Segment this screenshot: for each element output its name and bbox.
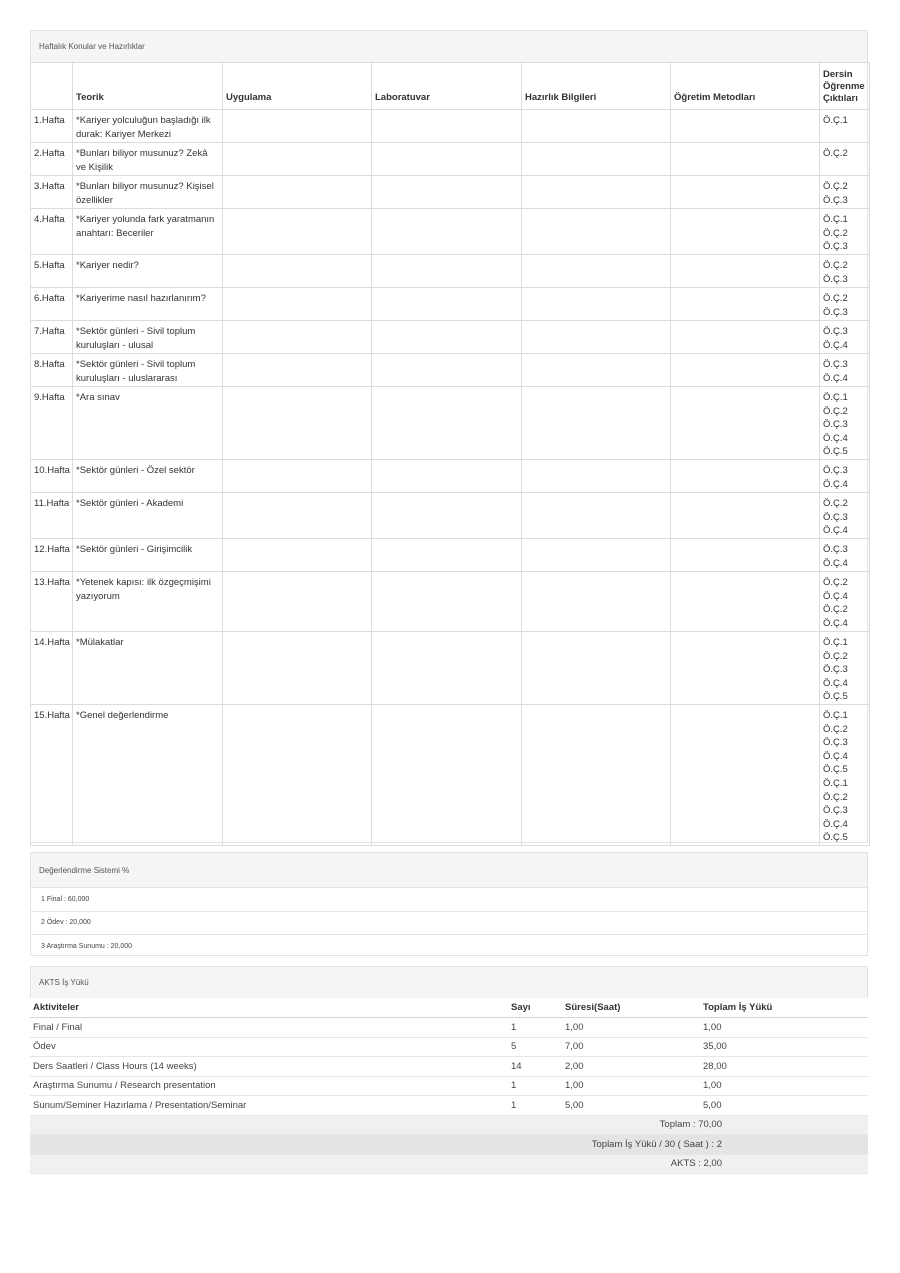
total-workload: Toplam : 70,00 bbox=[30, 1116, 868, 1136]
table-row bbox=[31, 354, 870, 387]
outcome-item: Ö.Ç.1 bbox=[823, 392, 848, 403]
theory-cell: *Sektör günleri - Akademi bbox=[73, 493, 223, 539]
lab-cell bbox=[372, 632, 522, 705]
week-cell: 13.Hafta bbox=[31, 572, 73, 632]
lab-cell bbox=[372, 288, 522, 321]
lab-cell bbox=[372, 209, 522, 255]
lab-cell bbox=[372, 354, 522, 387]
table-row bbox=[31, 255, 870, 288]
outcome-item: Ö.Ç.3 bbox=[823, 273, 848, 285]
method-cell bbox=[671, 176, 820, 209]
weekly-topics-title: Haftalık Konular ve Hazırlıklar bbox=[31, 31, 867, 62]
duration-cell: 2,00 bbox=[565, 1060, 584, 1072]
outcome-item: Ö.Ç.4 bbox=[823, 478, 848, 490]
count-cell: 1 bbox=[511, 1021, 517, 1033]
prep-cell bbox=[522, 288, 671, 321]
method-cell bbox=[671, 288, 820, 321]
outcome-item: Ö.Ç.2 bbox=[823, 405, 848, 417]
outcome-item: Ö.Ç.2 bbox=[823, 723, 848, 735]
table-row bbox=[31, 143, 870, 176]
outcome-item: Ö.Ç.4 bbox=[823, 432, 848, 444]
practice-cell bbox=[223, 539, 372, 572]
practice-cell bbox=[223, 176, 372, 209]
method-cell bbox=[671, 321, 820, 354]
outcome-item: Ö.Ç.3 bbox=[823, 737, 848, 749]
header-count: Sayı bbox=[511, 1002, 531, 1013]
header-prep: Hazırlık Bilgileri bbox=[522, 63, 671, 110]
practice-cell bbox=[223, 632, 372, 705]
practice-cell bbox=[223, 387, 372, 460]
total-cell: 5,00 bbox=[703, 1099, 722, 1111]
outcome-item: Ö.Ç.2 bbox=[823, 260, 848, 271]
outcome-item: Ö.Ç.4 bbox=[823, 750, 848, 762]
practice-cell bbox=[223, 255, 372, 288]
week-cell: 5.Hafta bbox=[31, 255, 73, 288]
prep-cell bbox=[522, 387, 671, 460]
practice-cell bbox=[223, 354, 372, 387]
activity-cell: Ödev bbox=[33, 1041, 56, 1053]
week-cell: 7.Hafta bbox=[31, 321, 73, 354]
outcomes-cell bbox=[820, 176, 870, 209]
method-cell bbox=[671, 209, 820, 255]
practice-cell bbox=[223, 288, 372, 321]
prep-cell bbox=[522, 705, 671, 846]
method-cell bbox=[671, 110, 820, 143]
total-cell: 28,00 bbox=[703, 1060, 727, 1072]
practice-cell bbox=[223, 705, 372, 846]
assessment-title: Değerlendirme Sistemi % bbox=[31, 853, 867, 887]
total-cell: 1,00 bbox=[703, 1021, 722, 1033]
method-cell bbox=[671, 632, 820, 705]
week-cell: 2.Hafta bbox=[31, 143, 73, 176]
outcome-item: Ö.Ç.2 bbox=[823, 498, 848, 509]
count-cell: 5 bbox=[511, 1041, 517, 1053]
prep-cell bbox=[522, 255, 671, 288]
table-row bbox=[31, 110, 870, 143]
method-cell bbox=[671, 572, 820, 632]
method-cell bbox=[671, 539, 820, 572]
table-row bbox=[31, 539, 870, 572]
outcomes-cell bbox=[820, 209, 870, 255]
outcome-item: Ö.Ç.1 bbox=[823, 637, 848, 648]
theory-cell: *Kariyerime nasıl hazırlanırım? bbox=[73, 288, 223, 321]
week-cell: 12.Hafta bbox=[31, 539, 73, 572]
outcome-item: Ö.Ç.3 bbox=[823, 419, 848, 431]
method-cell bbox=[671, 387, 820, 460]
week-cell: 15.Hafta bbox=[31, 705, 73, 846]
outcomes-cell bbox=[820, 288, 870, 321]
outcomes-cell bbox=[820, 460, 870, 493]
count-cell: 1 bbox=[511, 1099, 517, 1111]
method-cell bbox=[671, 705, 820, 846]
header-duration: Süresi(Saat) bbox=[565, 1002, 621, 1013]
outcome-item: Ö.Ç.3 bbox=[823, 326, 848, 337]
duration-cell: 1,00 bbox=[565, 1080, 584, 1092]
outcome-item: Ö.Ç.2 bbox=[823, 791, 848, 803]
lab-cell bbox=[372, 255, 522, 288]
outcome-item: Ö.Ç.3 bbox=[823, 544, 848, 555]
header-theory: Teorik bbox=[73, 63, 223, 110]
prep-cell bbox=[522, 539, 671, 572]
assessment-item: 2 Ödev : 20,000 bbox=[31, 911, 867, 935]
week-cell: 9.Hafta bbox=[31, 387, 73, 460]
theory-cell: *Kariyer yolunda fark yaratmanın anahtarı: Beceriler bbox=[73, 209, 223, 255]
duration-cell: 7,00 bbox=[565, 1041, 584, 1053]
header-practice: Uygulama bbox=[223, 63, 372, 110]
akts-panel bbox=[30, 966, 868, 1170]
outcome-item: Ö.Ç.3 bbox=[823, 241, 848, 253]
outcome-item: Ö.Ç.2 bbox=[823, 650, 848, 662]
practice-cell bbox=[223, 209, 372, 255]
outcomes-cell bbox=[820, 632, 870, 705]
header-activity: Aktiviteler bbox=[33, 1002, 79, 1013]
header-method: Öğretim Metodları bbox=[671, 63, 820, 110]
method-cell bbox=[671, 460, 820, 493]
assessment-item: 3 Araştırma Sunumu : 20,000 bbox=[31, 934, 867, 958]
lab-cell bbox=[372, 143, 522, 176]
table-row bbox=[30, 1018, 868, 1038]
outcome-item: Ö.Ç.3 bbox=[823, 465, 848, 476]
outcome-item: Ö.Ç.4 bbox=[823, 617, 848, 629]
outcomes-cell bbox=[820, 354, 870, 387]
theory-cell: *Bunları biliyor musunuz? Zekâ ve Kişilik bbox=[73, 143, 223, 176]
outcome-item: Ö.Ç.1 bbox=[823, 777, 848, 789]
table-row bbox=[31, 632, 870, 705]
outcome-item: Ö.Ç.3 bbox=[823, 805, 848, 817]
theory-cell: *Ara sınav bbox=[73, 387, 223, 460]
week-cell: 4.Hafta bbox=[31, 209, 73, 255]
weekly-topics-panel bbox=[30, 30, 868, 843]
outcome-item: Ö.Ç.5 bbox=[823, 764, 848, 776]
outcomes-cell bbox=[820, 705, 870, 846]
workload-per-30: Toplam İş Yükü / 30 ( Saat ) : 2 bbox=[30, 1135, 868, 1155]
outcome-item: Ö.Ç.2 bbox=[823, 604, 848, 616]
lab-cell bbox=[372, 493, 522, 539]
theory-cell: *Kariyer nedir? bbox=[73, 255, 223, 288]
outcomes-cell bbox=[820, 493, 870, 539]
theory-cell: *Sektör günleri - Sivil toplum kuruluşları - ulusal bbox=[73, 321, 223, 354]
lab-cell bbox=[372, 387, 522, 460]
activity-cell: Final / Final bbox=[33, 1021, 83, 1033]
practice-cell bbox=[223, 493, 372, 539]
table-row bbox=[31, 176, 870, 209]
prep-cell bbox=[522, 493, 671, 539]
outcomes-cell bbox=[820, 255, 870, 288]
total-cell: 35,00 bbox=[703, 1041, 727, 1053]
lab-cell bbox=[372, 110, 522, 143]
theory-cell: *Sektör günleri - Özel sektör bbox=[73, 460, 223, 493]
week-cell: 6.Hafta bbox=[31, 288, 73, 321]
outcome-item: Ö.Ç.3 bbox=[823, 511, 848, 523]
week-cell: 8.Hafta bbox=[31, 354, 73, 387]
outcome-item: Ö.Ç.2 bbox=[823, 148, 848, 159]
table-row bbox=[31, 321, 870, 354]
weekly-header-row bbox=[31, 63, 870, 110]
header-total: Toplam İş Yükü bbox=[703, 1002, 773, 1013]
theory-cell: *Genel değerlendirme bbox=[73, 705, 223, 846]
outcome-item: Ö.Ç.2 bbox=[823, 227, 848, 239]
lab-cell bbox=[372, 539, 522, 572]
outcome-item: Ö.Ç.3 bbox=[823, 194, 848, 206]
prep-cell bbox=[522, 632, 671, 705]
akts-header-row bbox=[30, 998, 868, 1018]
duration-cell: 5,00 bbox=[565, 1099, 584, 1111]
outcome-item: Ö.Ç.2 bbox=[823, 293, 848, 304]
method-cell bbox=[671, 354, 820, 387]
outcome-item: Ö.Ç.4 bbox=[823, 372, 848, 384]
outcomes-cell bbox=[820, 321, 870, 354]
akts-title: AKTS İş Yükü bbox=[30, 966, 868, 998]
table-row bbox=[31, 387, 870, 460]
outcome-item: Ö.Ç.5 bbox=[823, 691, 848, 703]
outcome-item: Ö.Ç.1 bbox=[823, 710, 848, 721]
practice-cell bbox=[223, 143, 372, 176]
lab-cell bbox=[372, 176, 522, 209]
table-row bbox=[31, 572, 870, 632]
activity-cell: Ders Saatleri / Class Hours (14 weeks) bbox=[33, 1060, 197, 1072]
week-cell: 1.Hafta bbox=[31, 110, 73, 143]
method-cell bbox=[671, 493, 820, 539]
lab-cell bbox=[372, 321, 522, 354]
outcomes-cell bbox=[820, 539, 870, 572]
table-row bbox=[30, 1038, 868, 1058]
header-outcomes: Dersin Öğrenme Çıktıları bbox=[820, 63, 870, 110]
outcomes-cell bbox=[820, 110, 870, 143]
outcome-item: Ö.Ç.3 bbox=[823, 664, 848, 676]
prep-cell bbox=[522, 209, 671, 255]
outcome-item: Ö.Ç.4 bbox=[823, 677, 848, 689]
assessment-item: 1 Final : 60,000 bbox=[31, 887, 867, 911]
outcome-item: Ö.Ç.1 bbox=[823, 214, 848, 225]
duration-cell: 1,00 bbox=[565, 1021, 584, 1033]
theory-cell: *Kariyer yolculuğun başladığı ilk durak: Kariyer Merkezi bbox=[73, 110, 223, 143]
table-row bbox=[31, 493, 870, 539]
count-cell: 14 bbox=[511, 1060, 522, 1072]
outcome-item: Ö.Ç.3 bbox=[823, 359, 848, 370]
outcome-item: Ö.Ç.4 bbox=[823, 590, 848, 602]
outcome-item: Ö.Ç.5 bbox=[823, 446, 848, 458]
prep-cell bbox=[522, 354, 671, 387]
week-cell: 3.Hafta bbox=[31, 176, 73, 209]
header-lab: Laboratuvar bbox=[372, 63, 522, 110]
ects-credit: AKTS : 2,00 bbox=[30, 1155, 868, 1175]
theory-cell: *Mülakatlar bbox=[73, 632, 223, 705]
outcome-item: Ö.Ç.4 bbox=[823, 525, 848, 537]
prep-cell bbox=[522, 110, 671, 143]
table-row bbox=[31, 288, 870, 321]
outcomes-cell bbox=[820, 143, 870, 176]
theory-cell: *Sektör günleri - Sivil toplum kuruluşları - uluslararası bbox=[73, 354, 223, 387]
outcome-item: Ö.Ç.4 bbox=[823, 339, 848, 351]
week-cell: 10.Hafta bbox=[31, 460, 73, 493]
table-row bbox=[31, 460, 870, 493]
activity-cell: Sunum/Seminer Hazırlama / Presentation/Seminar bbox=[33, 1099, 247, 1111]
table-row bbox=[30, 1096, 868, 1116]
outcome-item: Ö.Ç.1 bbox=[823, 115, 848, 126]
outcome-item: Ö.Ç.4 bbox=[823, 557, 848, 569]
total-cell: 1,00 bbox=[703, 1080, 722, 1092]
activity-cell: Araştırma Sunumu / Research presentation bbox=[33, 1080, 216, 1092]
practice-cell bbox=[223, 460, 372, 493]
practice-cell bbox=[223, 110, 372, 143]
theory-cell: *Sektör günleri - Girişimcilik bbox=[73, 539, 223, 572]
week-cell: 14.Hafta bbox=[31, 632, 73, 705]
header-week bbox=[31, 63, 73, 110]
table-row bbox=[30, 1057, 868, 1077]
count-cell: 1 bbox=[511, 1080, 517, 1092]
outcome-item: Ö.Ç.2 bbox=[823, 577, 848, 588]
lab-cell bbox=[372, 460, 522, 493]
outcomes-cell bbox=[820, 572, 870, 632]
practice-cell bbox=[223, 321, 372, 354]
outcomes-cell bbox=[820, 387, 870, 460]
weekly-topics-table bbox=[30, 62, 870, 846]
prep-cell bbox=[522, 176, 671, 209]
outcome-item: Ö.Ç.5 bbox=[823, 832, 848, 844]
theory-cell: *Bunları biliyor musunuz? Kişisel özellikler bbox=[73, 176, 223, 209]
table-row bbox=[30, 1077, 868, 1097]
method-cell bbox=[671, 255, 820, 288]
outcome-item: Ö.Ç.2 bbox=[823, 181, 848, 192]
table-row bbox=[31, 705, 870, 846]
assessment-panel bbox=[30, 852, 868, 956]
prep-cell bbox=[522, 460, 671, 493]
table-row bbox=[31, 209, 870, 255]
prep-cell bbox=[522, 143, 671, 176]
outcome-item: Ö.Ç.4 bbox=[823, 818, 848, 830]
prep-cell bbox=[522, 321, 671, 354]
outcome-item: Ö.Ç.3 bbox=[823, 306, 848, 318]
theory-cell: *Yetenek kapısı: ilk özgeçmişimi yazıyorum bbox=[73, 572, 223, 632]
lab-cell bbox=[372, 572, 522, 632]
lab-cell bbox=[372, 705, 522, 846]
week-cell: 11.Hafta bbox=[31, 493, 73, 539]
method-cell bbox=[671, 143, 820, 176]
prep-cell bbox=[522, 572, 671, 632]
practice-cell bbox=[223, 572, 372, 632]
